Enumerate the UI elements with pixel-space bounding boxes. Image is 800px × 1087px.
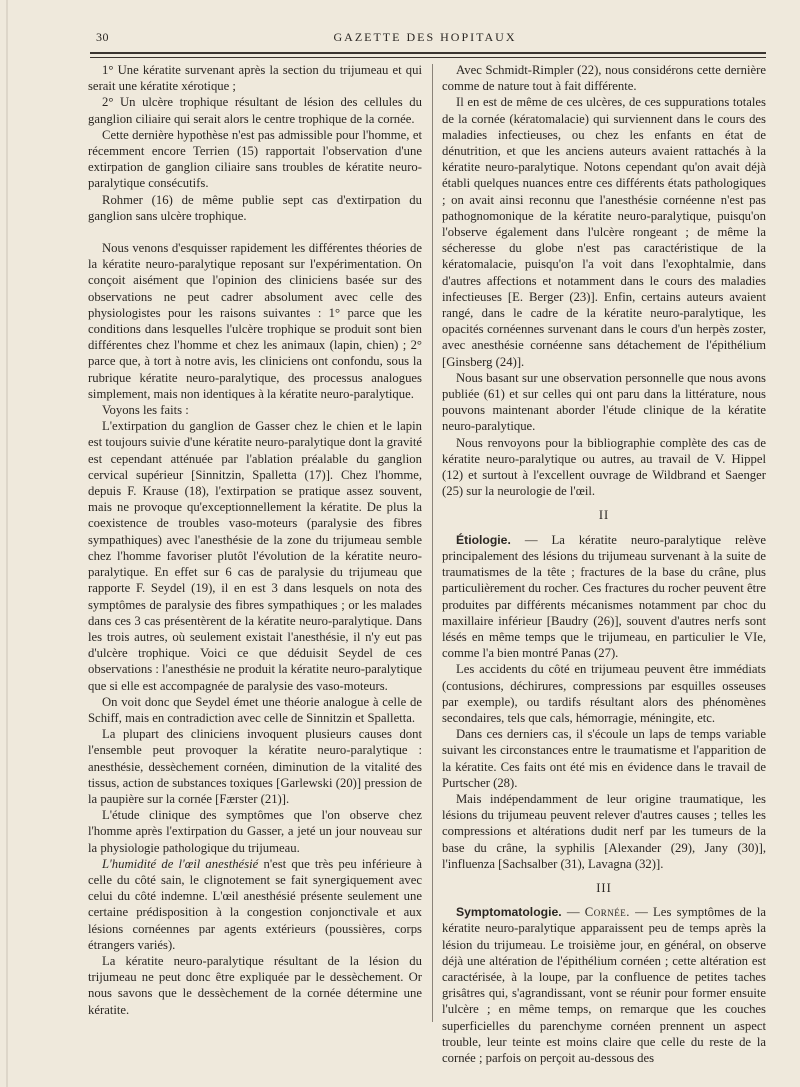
paragraph: Il en est de même de ces ulcères, de ces suppurations totales de la cornée (kératomalacie) qui surviennent dans le cours des maladies infectieuses, ou chez les enfants en état de dénutrition, et que les anciens auteurs avaient rattachés à la kératite neuro-paralytique. Notons cependant qu'on avait déjà établi quelques nuances entre ces différents états pathologiques ; on avait ainsi reconnu que l'anesthésie cornéenne n'est pas pathognomonique de la kératite neuro-paralytique, puisqu'on l'observe également dans l'ulcère rongeant ; de même la sécheresse du globe n'est pas caractéristique de la kératomalacie, puisqu'on l'a voit dans l'exophtalmie, dans d'autres affections et notamment dans le cours des maladies infectieuses [E. Berger (23)]. Enfin, certains auteurs avaient rangé, dans le cadre de la kératite neuro-paralytique, les opacités cornéennes survenant dans le cours d'un herpès zoster, avec anesthésie cornéenne sans détachement de l'épithélium [Ginsberg (24)]. xyxy=(442,95,766,369)
section-number: II xyxy=(598,508,610,523)
subsection-heading: Cornée. xyxy=(584,905,630,920)
paragraph xyxy=(88,856,422,953)
paragraph: La plupart des cliniciens invoquent plusieurs causes dont l'ensemble peut provoquer la kératite neuro-paralytique : anesthésie, dessèchement cornéen, diminution de la vitalité des tissus, action de substances toxiques [Garlewski (20)] pression de la paupière sur la cornée [Færster (21)]. xyxy=(88,727,422,806)
paragraph: Rohmer (16) de même publie sept cas d'extirpation du ganglion sans ulcère trophique. xyxy=(88,192,422,223)
right-column xyxy=(442,62,766,1066)
running-header xyxy=(84,30,766,48)
paragraph: 2° Un ulcère trophique résultant de lésion des cellules du ganglion ciliaire qui serait alors le centre trophique de la cornée. xyxy=(88,95,422,126)
paragraph: 1° Une kératite survenant après la section du trijumeau et qui serait une kératite xérotique ; xyxy=(88,63,422,94)
paragraph: Nous renvoyons pour la bibliographie complète des cas de kératite neuro-paralytique ou autres, au travail de V. Hippel (12) et surtout à l'excellent ouvrage de Wildbrand et Saenger (25) sur la neurologie de l'œil. xyxy=(442,435,766,499)
paragraph: Les accidents du côté en trijumeau peuvent être immédiats (contusions, déchirures, compressions par esquilles osseuses par exemple), ou tardifs résultant alors des phénomènes secondaires, tels que cals, hémorragie, méningite, etc. xyxy=(442,662,766,725)
paragraph xyxy=(442,532,766,662)
section-heading: Étiologie. xyxy=(456,532,511,547)
paragraph xyxy=(442,904,766,1066)
section-heading: Symptomatologie. xyxy=(456,905,562,920)
section-number: III xyxy=(596,880,612,895)
paragraph: Nous basant sur une observation personnelle que nous avons publiée (61) et sur celles qui ont paru dans la littérature, nous pouvons maintenant aborder l'étude clinique de la kératite neuro-paralytique. xyxy=(442,370,766,434)
paragraph: Dans ces derniers cas, il s'écoule un laps de temps variable suivant les circonstances entre le traumatisme et l'apparition de la kératite. Ces faits ont été mis en évidence dans le travail de Purtscher (28). xyxy=(442,727,766,790)
paragraph: Avec Schmidt-Rimpler (22), nous considérons cette dernière comme de nature tout à fait différente. xyxy=(442,63,766,94)
paragraph: Nous venons d'esquisser rapidement les différentes théories de la kératite neuro-paralytique reposant sur l'expérimentation. On conçoit aisément que l'opinion des cliniciens basée sur des observations ne peut cadrer absolument avec celle des physiologistes pour les raisons suivantes : 1° parce que les conditions dans lesquelles l'ulcère trophique se produit sont bien différentes chez l'homme et chez les animaux (lapin, chien) ; 2° parce que, à tort à notre avis, les cliniciens ont confondu, sous la rubrique kératite neuro-paralytique, des processus analogues simplement, mais non identiques à la kératite neuro-paralytique. xyxy=(88,241,422,401)
paragraph-text: n'est que très peu inférieure à celle du côté sain, le clignotement se fait synergiquement avec celui du côté indemne. L'œil anesthésié présente seulement une certaine prédisposition à la congestion conjonctivale et aux lésions cornéennes par agents extérieurs (poussières, corps étrangers variés). xyxy=(88,856,422,952)
paragraph: L'étude clinique des symptômes que l'on observe chez l'homme après l'extirpation du Gasser, a jeté un jour nouveau sur la physiologie pathologique du trijumeau. xyxy=(88,808,422,855)
journal-title: GAZETTE DES HOPITAUX xyxy=(333,30,517,44)
paragraph: Mais indépendamment de leur origine traumatique, les lésions du trijumeau peuvent relever d'autres causes ; telles les compressions et altérations dudit nerf par les tumeurs de la base du crâne, la syphilis [Alexander (29), Jany (30)], l'influenza [Sachsalber (31), Lavagna (32)]. xyxy=(442,791,766,871)
paragraph-text: — La kératite neuro-paralytique relève principalement des lésions du trijumeau survenant à la suite de traumatismes de la tête ; fractures de la base du crâne, plus particulièrement du rocher. Ces fractures du rocher peuvent être produites par différents mécanismes notamment par choc du maxillaire inférieur [Baudry (26)], souvent d'autres nerfs sont lésés en même temps que le trijumeau, en particulier le VIe, comme l'a bien montré Panas (27). xyxy=(442,532,766,661)
page-edge-shadow xyxy=(6,0,8,1087)
paragraph-text: — Les symptômes de la kératite neuro-paralytique apparaissent peu de temps après la lésion du trijumeau. Le troisième jour, en général, on observe déjà une altération de l'épithélium cornéen ; cette altération est caractérisée, à la loupe, par la confluence de petites taches grisâtres qui, s'agrandissant, vont se réunir pour former ensuite l'ulcère ; en même temps, on remarque que les couches superficielles du parenchyme cornéen prennent un aspect trouble, leur teinte est moins claire que celle du reste de la cornée ; parfois on perçoit au-dessous des xyxy=(442,905,766,1065)
header-rule-thick xyxy=(90,52,766,54)
page-number: 30 xyxy=(96,30,109,44)
paragraph: On voit donc que Seydel émet une théorie analogue à celle de Schiff, mais en contradiction avec celle de Sinnitzin et Spalletta. xyxy=(88,694,422,725)
column-divider xyxy=(432,64,433,1022)
paragraph: Cette dernière hypothèse n'est pas admissible pour l'homme, et récemment encore Terrien (15) rapportait l'observation d'une extirpation de ganglion ciliaire sans troubles de kératite neuro-paralytique consécutifs. xyxy=(88,127,422,191)
paragraph: Voyons les faits : xyxy=(102,403,189,418)
paragraph: La kératite neuro-paralytique résultant de la lésion du trijumeau ne peut donc être expliquée par le dessèchement. Or nous savons que le dessèchement de la cornée détermine une kératite. xyxy=(88,953,422,1017)
paragraph: L'extirpation du ganglion de Gasser chez le chien et le lapin est toujours suivie d'une kératite neuro-paralytique dont la gravité est cependant atténuée par l'ablation préalable du ganglion cervical supérieur [Sinnitzin, Spalletta (17)]. Chez l'homme, depuis F. Krause (18), l'extirpation se pratique assez souvent, mais ne provoque qu'exceptionnellement la kératite. De plus la coexistence de troubles vaso-moteurs (paralysie des fibres sympathiques) avec l'anesthésie de la zone du trijumeau semble chez l'homme favoriser plutôt l'évolution de la kératite neuro-paralytique. En effet sur 6 cas de paralysie du trijumeau que rapporte F. Seydel (19), il en est 3 dans lesquels on nota des symptômes de paralysie des fibres sympathiques ; or les malades dans ces 3 cas présentèrent de la kératite neuro-paralytique. Dans les trois autres, où seulement existait l'anesthésie, il n'y eut pas d'ulcère trophique. Voici ce que déduisit Seydel de ces observations : l'anesthésie ne produit la kératite neuro-paralytique que si elle est accompagnée de paralysie des vaso-moteurs. xyxy=(88,419,422,693)
header-rule-thin xyxy=(90,57,766,58)
left-column xyxy=(88,62,422,1018)
dash: — xyxy=(561,905,585,920)
italic-term: L'humidité de l'œil anesthésié xyxy=(102,856,259,871)
